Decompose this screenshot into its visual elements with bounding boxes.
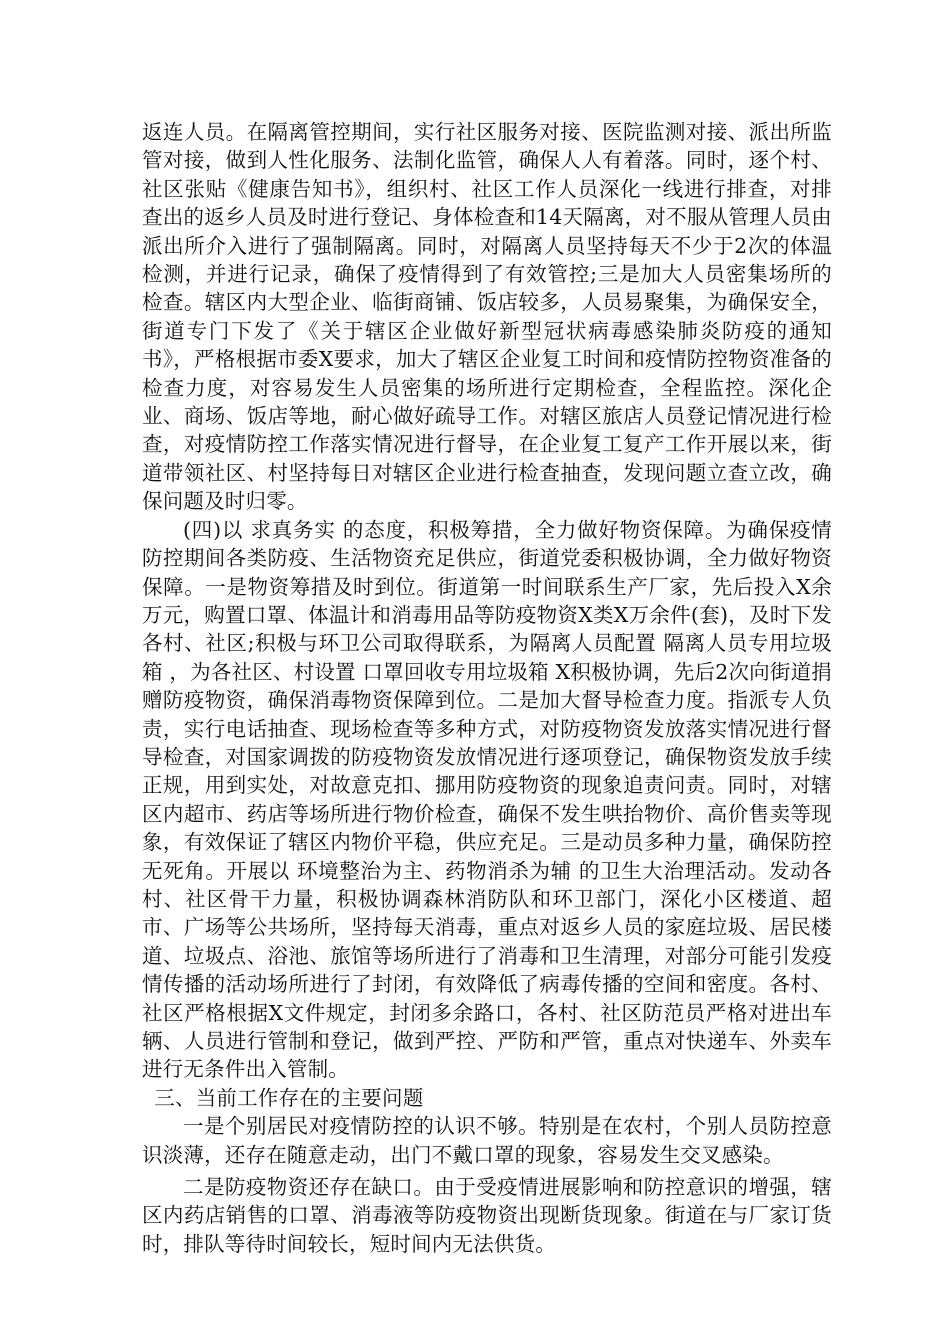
paragraph-isolation-management: 返连人员。在隔离管控期间，实行社区服务对接、医院监测对接、派出所监管对接，做到人性化服务、法制化监管，确保人人有着落。同时，逐个村、社区张贴《健康告知书》，组织村、社区工作人员深化一线进行排查，对排查出的返乡人员及时进行登记、身体检查和14天隔离，对不服从管理人员由派出所介入进行了强制隔离。同时，对隔离人员坚持每天不少于2次的体温检测，并进行记录，确保了疫情得到了有效管控;三是加大人员密集场所的检查。辖区内大型企业、临街商铺、饭店较多，人员易聚集，为确保安全，街道专门下发了《关于辖区企业做好新型冠状病毒感染肺炎防疫的通知书》，严格根据市委X要求，加大了辖区企业复工时间和疫情防控物资准备的检查力度，对容易发生人员密集的场所进行定期检查，全程监控。深化企业、商场、饭店等地，耐心做好疏导工作。对辖区旅店人员登记情况进行检查，对疫情防控工作落实情况进行督导，在企业复工复产工作开展以来，街道带领社区、村坚持每日对辖区企业进行检查抽查，发现问题立查立改，确保问题及时归零。	[142, 120, 832, 514]
section-heading-problems: 三、当前工作存在的主要问题	[154, 1085, 424, 1110]
paragraph-problem-supplies: 二是防疫物资还存在缺口。由于受疫情进展影响和防控意识的增强，辖区内药店销售的口罩、消毒液等防疫物资出现断货现象。街道在与厂家订货时，排队等待时间较长，短时间内无法供货。	[142, 1175, 832, 1256]
paragraph-problem-awareness: 一是个别居民对疫情防控的认识不够。特别是在农村，个别人员防控意识淡薄，还存在随意走动，出门不戴口罩的现象，容易发生交叉感染。	[142, 1114, 832, 1167]
document-page	[142, 118, 832, 1258]
paragraph-material-supply: (四)以 求真务实 的态度，积极筹措，全力做好物资保障。为确保疫情防控期间各类防疫、生活物资充足供应，街道党委积极协调，全力做好物资保障。一是物资筹措及时到位。街道第一时间联系生产厂家，先后投入X余万元，购置口罩、体温计和消毒用品等防疫物资X类X万余件(套)，及时下发各村、社区;积极与环卫公司取得联系，为隔离人员配置 隔离人员专用垃圾箱 ，为各社区、村设置 口罩回收专用垃圾箱 X积极协调，先后2次向街道捐赠防疫物资，确保消毒物资保障到位。二是加大督导检查力度。指派专人负责，实行电话抽查、现场检查等多种方式，对防疫物资发放落实情况进行督导检查，对国家调拨的防疫物资发放情况进行逐项登记，确保物资发放手续正规，用到实处，对故意克扣、挪用防疫物资的现象追责问责。同时，对辖区内超市、药店等场所进行物价检查，确保不发生哄抬物价、高价售卖等现象，有效保证了辖区内物价平稳，供应充足。三是动员多种力量，确保防控无死角。开展以 环境整治为主、药物消杀为辅 的卫生大治理活动。发动各村、社区骨干力量，积极协调森林消防队和环卫部门，深化小区楼道、超市、广场等公共场所，坚持每天消毒，重点对返乡人员的家庭垃圾、居民楼道、垃圾点、浴池、旅馆等场所进行了消毒和卫生清理，对部分可能引发疫情传播的活动场所进行了封闭，有效降低了病毒传播的空间和密度。各村、社区严格根据X文件规定，封闭多余路口，各村、社区防范员严格对进出车辆、人员进行管制和登记，做到严控、严防和严管，重点对快递车、外卖车进行无条件出入管制。	[142, 517, 832, 1082]
